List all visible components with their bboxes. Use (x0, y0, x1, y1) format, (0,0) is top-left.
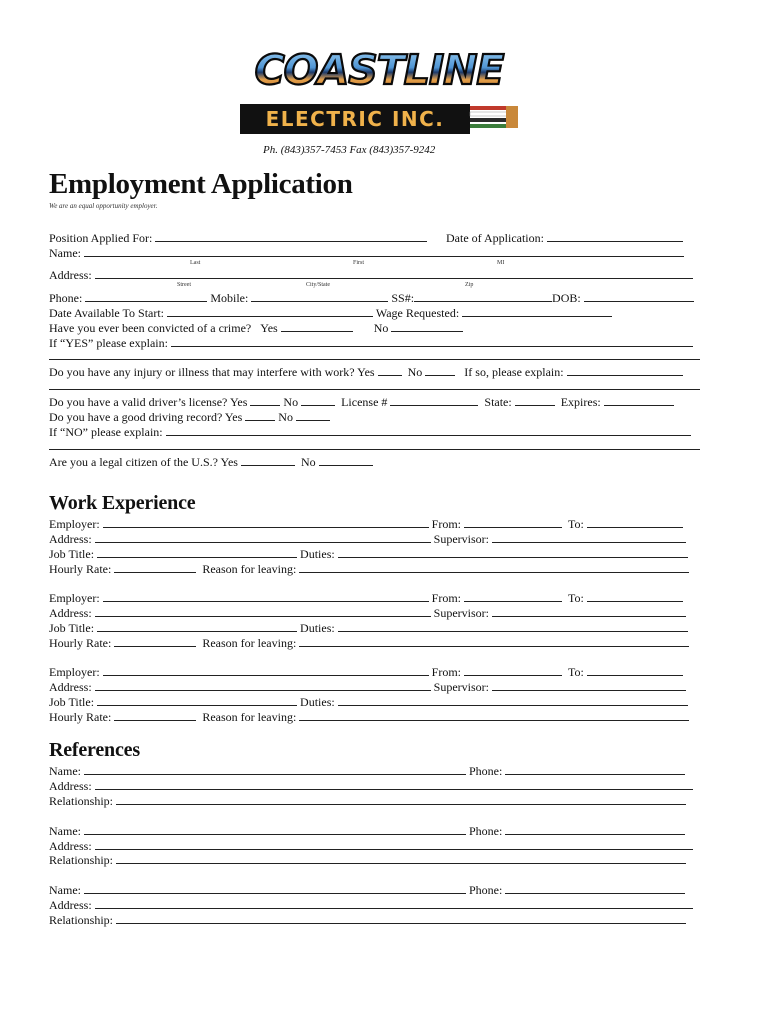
position-field[interactable] (155, 230, 427, 242)
ref-phone-field[interactable] (505, 823, 685, 835)
work-heading: Work Experience (49, 492, 196, 514)
employer-label: Employer: (49, 665, 100, 679)
wage-field[interactable] (462, 305, 612, 317)
supervisor-label: Supervisor: (433, 606, 490, 620)
ref-phone-label: Phone: (469, 764, 503, 778)
ref-name-row (49, 823, 685, 839)
convicted-yes-field[interactable] (281, 320, 353, 332)
work-address-field[interactable] (95, 605, 431, 617)
job-title-row (49, 620, 688, 636)
ref-phone-label: Phone: (469, 883, 503, 897)
references-heading: References (49, 739, 140, 761)
ref-address-row (49, 778, 693, 794)
supervisor-field[interactable] (492, 531, 686, 543)
convicted-no-label: No (373, 321, 389, 335)
ref-name-label: Name: (49, 824, 81, 838)
job-title-row (49, 694, 688, 710)
license-no-yn-label: No (283, 395, 299, 409)
job-title-label: Job Title: (49, 547, 95, 561)
explain-line[interactable] (49, 359, 700, 360)
ref-address-field[interactable] (95, 897, 693, 909)
supervisor-field[interactable] (492, 605, 686, 617)
ss-field[interactable] (414, 290, 552, 302)
ref-name-label: Name: (49, 764, 81, 778)
employer-field[interactable] (103, 590, 429, 602)
injury-yes-field[interactable] (378, 364, 402, 376)
ref-relationship-row (49, 852, 686, 868)
citizen-no-label: No (300, 455, 316, 469)
ref-address-label: Address: (49, 898, 92, 912)
convicted-yes-label: Yes (260, 321, 278, 335)
ref-name-field[interactable] (84, 823, 466, 835)
driving-yes-field[interactable] (245, 409, 275, 421)
convicted-no-field[interactable] (391, 320, 463, 332)
position-row (49, 230, 427, 246)
duties-label: Duties: (300, 621, 335, 635)
job-title-field[interactable] (97, 620, 297, 632)
ref-relationship-field[interactable] (116, 912, 686, 924)
license-number-field[interactable] (390, 394, 478, 406)
ref-relationship-row (49, 793, 686, 809)
mobile-field[interactable] (251, 290, 388, 302)
reason-field[interactable] (299, 709, 689, 721)
dob-field[interactable] (584, 290, 694, 302)
address-field[interactable] (95, 267, 693, 279)
hourly-rate-field[interactable] (114, 635, 196, 647)
duties-field[interactable] (338, 694, 688, 706)
injury-no-field[interactable] (425, 364, 455, 376)
license-yes-field[interactable] (250, 394, 280, 406)
reason-label: Reason for leaving: (202, 562, 297, 576)
ref-relationship-row (49, 912, 686, 928)
supervisor-label: Supervisor: (433, 532, 490, 546)
from-label: From: (431, 591, 461, 605)
tagline: We are an equal opportunity employer. (49, 202, 158, 210)
employer-field[interactable] (103, 516, 429, 528)
supervisor-label: Supervisor: (433, 680, 490, 694)
wage-label: Wage Requested: (375, 306, 460, 320)
reason-label: Reason for leaving: (202, 636, 297, 650)
ref-address-row (49, 897, 693, 913)
contact-line: Ph. (843)357-7453 Fax (843)357-9242 (263, 144, 436, 156)
driving-no-field[interactable] (296, 409, 330, 421)
employer-label: Employer: (49, 591, 100, 605)
position-label: Position Applied For: (49, 231, 153, 245)
ref-address-label: Address: (49, 779, 92, 793)
from-label: From: (431, 517, 461, 531)
ref-name-row (49, 882, 685, 898)
if-no-row (49, 424, 691, 440)
reason-label: Reason for leaving: (202, 710, 297, 724)
hourly-rate-field[interactable] (114, 561, 196, 573)
license-no-yn-field[interactable] (301, 394, 335, 406)
ref-relationship-field[interactable] (116, 852, 686, 864)
from-field[interactable] (464, 516, 562, 528)
name-row (49, 245, 684, 261)
supervisor-field[interactable] (492, 679, 686, 691)
employer-field[interactable] (103, 664, 429, 676)
date-application-row (446, 230, 683, 246)
logo-graphic (236, 44, 522, 136)
job-title-label: Job Title: (49, 695, 95, 709)
to-label: To: (568, 517, 584, 531)
ref-name-row (49, 763, 685, 779)
to-field[interactable] (587, 664, 683, 676)
dob-label: DOB: (552, 291, 581, 305)
state-label: State: (484, 395, 512, 409)
ref-address-field[interactable] (95, 838, 693, 850)
addr-zip-caption: Zip (465, 282, 474, 288)
from-field[interactable] (464, 590, 562, 602)
if-yes-row (49, 335, 693, 351)
duties-label: Duties: (300, 547, 335, 561)
to-field[interactable] (587, 516, 683, 528)
ss-label: SS#: (391, 291, 415, 305)
logo-wordmark: COASTLINE (254, 46, 504, 94)
work-address-row (49, 679, 686, 695)
expires-field[interactable] (604, 394, 674, 406)
ref-relationship-label: Relationship: (49, 794, 113, 808)
duties-field[interactable] (338, 546, 688, 558)
work-address-label: Address: (49, 680, 92, 694)
ref-name-label: Name: (49, 883, 81, 897)
expires-label: Expires: (560, 395, 601, 409)
ref-relationship-label: Relationship: (49, 853, 113, 867)
date-application-field[interactable] (547, 230, 683, 242)
date-application-label: Date of Application: (446, 231, 544, 245)
ref-phone-field[interactable] (505, 882, 685, 894)
ref-name-field[interactable] (84, 882, 466, 894)
work-address-label: Address: (49, 532, 92, 546)
hourly-rate-label: Hourly Rate: (49, 562, 112, 576)
hourly-rate-row (49, 709, 689, 725)
employer-label: Employer: (49, 517, 100, 531)
ref-relationship-field[interactable] (116, 793, 686, 805)
hourly-rate-row (49, 561, 689, 577)
injury-row (49, 364, 683, 380)
job-title-field[interactable] (97, 546, 297, 558)
ref-phone-field[interactable] (505, 763, 685, 775)
duties-label: Duties: (300, 695, 335, 709)
ref-phone-label: Phone: (469, 824, 503, 838)
if-no-field[interactable] (166, 424, 691, 436)
phone-row (49, 290, 694, 306)
company-logo (236, 44, 522, 136)
convicted-label: Have you ever been convicted of a crime? (49, 321, 252, 335)
phone-field[interactable] (85, 290, 207, 302)
ref-address-label: Address: (49, 839, 92, 853)
driving-no-label: No (278, 410, 293, 424)
driving-label: Do you have a good driving record? Yes (49, 410, 243, 424)
convicted-row (49, 320, 463, 336)
mobile-label: Mobile: (210, 291, 249, 305)
ref-relationship-label: Relationship: (49, 913, 113, 927)
date-start-label: Date Available To Start: (49, 306, 165, 320)
job-title-label: Job Title: (49, 621, 95, 635)
from-field[interactable] (464, 664, 562, 676)
reason-field[interactable] (299, 635, 689, 647)
reason-field[interactable] (299, 561, 689, 573)
to-label: To: (568, 665, 584, 679)
license-number-label: License # (341, 395, 388, 409)
if-no-explain-line[interactable] (49, 449, 700, 450)
job-title-row (49, 546, 688, 562)
if-so-label: If so, please explain: (464, 365, 564, 379)
date-start-field[interactable] (167, 305, 373, 317)
name-field[interactable] (84, 245, 684, 257)
state-field[interactable] (515, 394, 555, 406)
injury-explain-line[interactable] (49, 389, 700, 390)
if-yes-label: If “YES” please explain: (49, 336, 168, 350)
job-title-field[interactable] (97, 694, 297, 706)
phone-label: Phone: (49, 291, 83, 305)
name-mi-caption: MI (497, 260, 505, 266)
from-label: From: (431, 665, 461, 679)
work-address-row (49, 531, 686, 547)
ref-name-field[interactable] (84, 763, 466, 775)
citizen-label: Are you a legal citizen of the U.S.? Yes (49, 455, 238, 469)
work-address-field[interactable] (95, 531, 431, 543)
injury-no-label: No (407, 365, 423, 379)
license-row (49, 394, 674, 410)
addr-street-caption: Street (177, 282, 191, 288)
hourly-rate-field[interactable] (114, 709, 196, 721)
if-yes-field[interactable] (171, 335, 693, 347)
to-label: To: (568, 591, 584, 605)
hourly-rate-label: Hourly Rate: (49, 710, 112, 724)
name-label: Name: (49, 246, 81, 260)
employer-row (49, 590, 683, 606)
citizen-yes-field[interactable] (241, 454, 295, 466)
logo-subname: ELECTRIC INC. (265, 107, 445, 131)
ref-address-field[interactable] (95, 778, 693, 790)
if-so-field[interactable] (567, 364, 683, 376)
injury-label: Do you have any injury or illness that may interfere with work? Yes (49, 365, 375, 379)
address-row (49, 267, 693, 283)
work-address-field[interactable] (95, 679, 431, 691)
if-no-label: If “NO” please explain: (49, 425, 163, 439)
addr-city-caption: City/State (306, 282, 330, 288)
duties-field[interactable] (338, 620, 688, 632)
hourly-rate-label: Hourly Rate: (49, 636, 112, 650)
address-label: Address: (49, 268, 92, 282)
to-field[interactable] (587, 590, 683, 602)
page-title: Employment Application (49, 168, 353, 200)
hourly-rate-row (49, 635, 689, 651)
employer-row (49, 664, 683, 680)
name-last-caption: Last (190, 260, 201, 266)
driving-row (49, 409, 330, 425)
license-label: Do you have a valid driver’s license? Yes (49, 395, 248, 409)
citizen-no-field[interactable] (319, 454, 373, 466)
start-wage-row (49, 305, 612, 321)
name-first-caption: First (353, 260, 365, 266)
employer-row (49, 516, 683, 532)
citizen-row (49, 454, 373, 470)
work-address-label: Address: (49, 606, 92, 620)
work-address-row (49, 605, 686, 621)
